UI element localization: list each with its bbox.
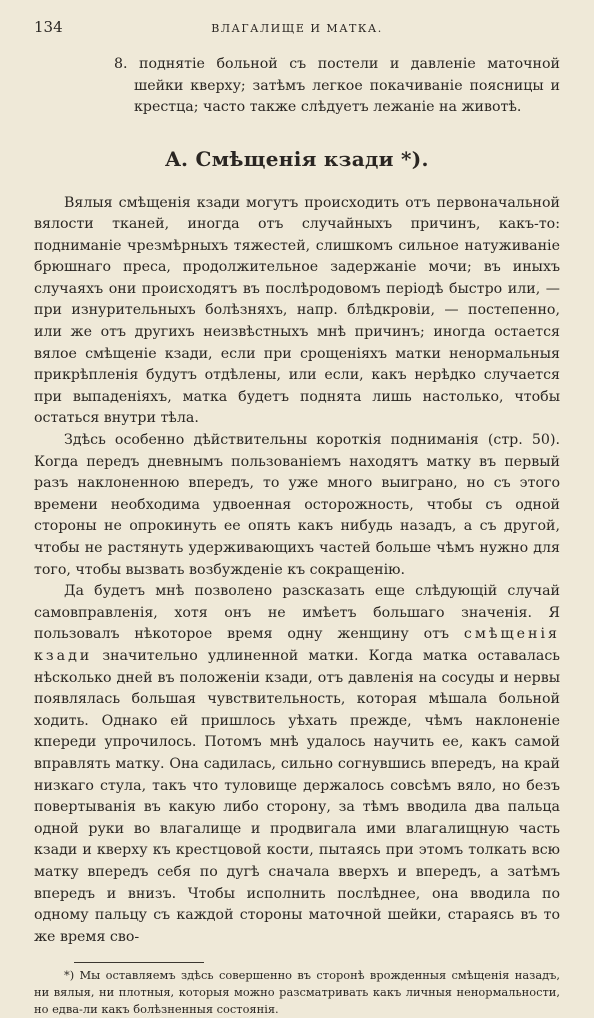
footnote: *) Мы оставляемъ здѣсь совершенно въ сторонѣ врожденныя смѣщенія назадъ, ни вялыя, ни плотныя, которыя можно разсматривать какъ личныя ненормальности, но едва-ли какъ болѣзненныя состоянія. — [34, 968, 560, 1017]
paragraph-3-text-b: значительно удлиненной матки. Когда матка оставалась нѣсколько дней въ положеніи кзади, отъ давленія на сосуды и нервы появлялась большая чувствительность, которая мѣшала больной ходить. Однако ей пришлось уѣхать прежде, чѣмъ наклоненіе кпереди упрочилось. Потомъ мнѣ удалось научить ее, какъ самой вправлять матку. Она садилась, сильно согнувшись впередъ, на край низкаго стула, такъ что туловище держалось совсѣмъ вяло, но безъ повертыванія въ какую либо сторону, за тѣмъ вводила два пальца одной руки во влагалище и продвигала ими влагалищную часть кзади и кверху къ крестцовой кости, пытаясь при этомъ толкать всю матку впередъ себя по дугѣ сначала вверхъ и впередъ, а затѣмъ впередъ и внизъ. Чтобы исполнить послѣднее, она вводила по одному пальцу съ каждой стороны маточной шейки, стараясь въ то же время сво- — [34, 647, 560, 945]
paragraph-1: Вялыя смѣщенія кзади могутъ происходить отъ первоначальной вялости тканей, иногда отъ случайныхъ причинъ, какъ-то: подниманіе чрезмѣрныхъ тяжестей, слишкомъ сильное натуживаніе брюшнаго преса, продолжительное задержаніе мочи; въ иныхъ случаяхъ они происходятъ въ послѣродовомъ періодѣ быстро или, — при изнурительныхъ болѣзняхъ, напр. блѣдкровіи, — постепенно, или же отъ другихъ неизвѣстныхъ мнѣ причинъ; иногда остается вялое смѣщеніе кзади, если при срощеніяхъ матки ненормальныя прикрѣпленія будутъ отдѣлены, или если, какъ нерѣдко случается при выпаденіяхъ, матка будетъ поднята лишь настолько, чтобы остаться внутри тѣла. — [34, 194, 560, 427]
paragraph-3-spaced-term: смѣщенія кзади — [34, 626, 560, 664]
footnote-rule — [74, 962, 204, 963]
paragraph-2: Здѣсь особенно дѣйствительны короткія подниманія (стр. 50). Когда передъ дневнымъ пользованіемъ находятъ матку въ первый разъ наклоненною впередъ, то уже много выиграно, но съ этого времени необходима удвоенная осторожность, чтобы съ одной стороны не опрокинуть ее опять какъ нибудь назадъ, а съ другой, чтобы не растянуть удерживающихъ частей больше чѣмъ нужно для того, чтобы вызвать возбужденіе къ сокращенію. — [34, 432, 560, 578]
list-item-8: 8. поднятіе больной съ постели и давленіе маточной шейки кверху; затѣмъ легкое покачиваніе поясницы и крестца; часто также слѣдуетъ лежаніе на животѣ. — [114, 56, 560, 115]
running-title: ВЛАГАЛИЩЕ И МАТКА. — [211, 22, 383, 35]
page-number: 134 — [34, 18, 63, 36]
paragraph-3-text-a: Да будетъ мнѣ позволено разсказать еще слѣдующій случай самовправленія, хотя онъ не имѣетъ большаго значенія. Я пользовалъ нѣкоторое время одну женщину отъ — [34, 583, 560, 643]
section-heading: A. Смѣщенія кзади *). — [165, 146, 429, 171]
paragraph-3 — [34, 581, 560, 948]
running-head — [34, 18, 560, 44]
